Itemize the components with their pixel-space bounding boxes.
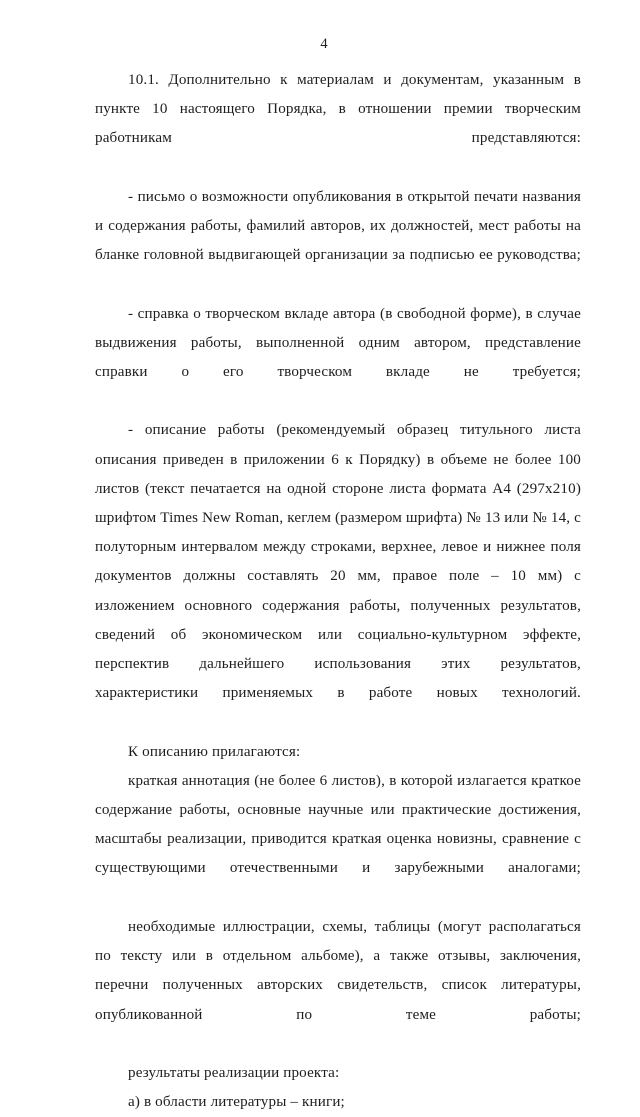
paragraph-attachment-annotation: краткая аннотация (не более 6 листов), в которой излагается краткое содержание работы, основные научные или практические достижения, масштабы реализации, приводится краткая оценка новизны, сравнение с существующими отечественными и зарубежными аналогами; — [95, 772, 581, 877]
paragraph-result-item-a: а) в области литературы – книги; — [128, 1094, 345, 1111]
paragraph-item-work-description: - описание работы (рекомендуемый образец титульного листа описания приведен в приложении 6 к Порядку) в объеме не более 100 листов (текст печатается на одной стороне листа формата А4 (297х210) шрифтом Times New Roman, кеглем (размером шрифта) № 13 или № 14, с полуторным интервалом между строками, верхнее, левое и нижнее поля документов должны составлять 20 мм, правое поле – 10 мм) с изложением основного содержания работы, полученных результатов, сведений об экономическом или социально-культурном эффекте, перспектив дальнейшего использования этих результатов, характеристики применяемых в работе новых технологий. — [95, 422, 581, 702]
paragraph-clause-10-1: 10.1. Дополнительно к материалам и документам, указанным в пункте 10 настоящего Порядка, в отношении премии творческим работникам представляются: — [95, 72, 581, 147]
paragraph-attachment-illustrations: необходимые иллюстрации, схемы, таблицы (могут располагаться по тексту или в отдельном альбоме), а также отзывы, заключения, перечни полученных авторских свидетельств, список литературы, опубликованной по теме работы; — [95, 918, 581, 1023]
paragraph-item-contribution-certificate: - справка о творческом вкладе автора (в свободной форме), в случае выдвижения работы, выполненной одним автором, представление справки о его творческом вкладе не требуется; — [95, 305, 581, 381]
paragraph-attachment-project-results: результаты реализации проекта: — [128, 1064, 340, 1081]
paragraph-attachments-intro: К описанию прилагаются: — [128, 743, 301, 760]
paragraph-item-letter-publication: - письмо о возможности опубликования в открытой печати названия и содержания работы, фамилий авторов, их должностей, мест работы на бланке головной выдвигающей организации за подписью ее руководства; — [95, 188, 581, 264]
document-body — [95, 66, 581, 1117]
page-number: 4 — [320, 36, 328, 52]
